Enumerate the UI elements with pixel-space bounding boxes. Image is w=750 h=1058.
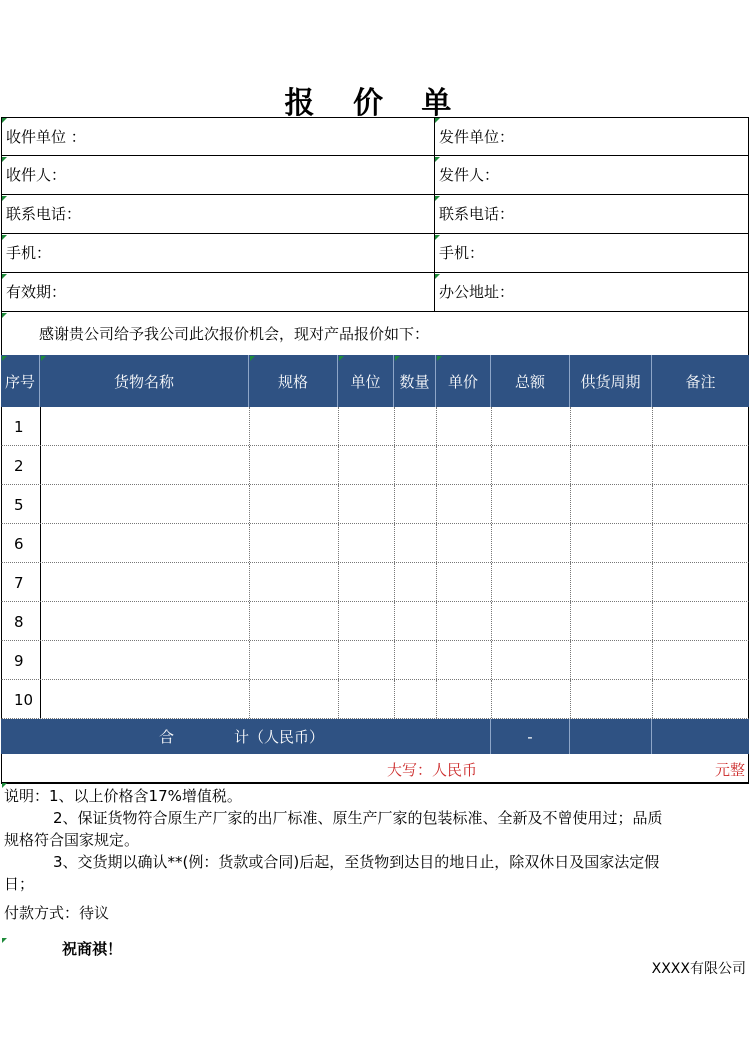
total-remark-cell bbox=[652, 719, 749, 754]
table-cell[interactable] bbox=[571, 680, 653, 718]
cell-marker-icon bbox=[435, 235, 440, 240]
sender-phone-field[interactable]: 联系电话： bbox=[439, 205, 515, 223]
col-header-lead-time: 供货周期 bbox=[570, 355, 652, 407]
cell-marker-icon bbox=[435, 118, 440, 123]
note-line-3-cont: 日； bbox=[4, 875, 35, 893]
row-index: 8 bbox=[2, 602, 41, 640]
total-label-rmb: 计（人民币） bbox=[234, 728, 325, 746]
row-index: 6 bbox=[2, 524, 41, 562]
col-header-index: 序号 bbox=[1, 355, 40, 407]
table-cell[interactable] bbox=[571, 563, 653, 601]
table-cell[interactable] bbox=[437, 524, 492, 562]
cell-marker-icon bbox=[435, 274, 440, 279]
table-cell[interactable] bbox=[339, 563, 395, 601]
table-cell[interactable] bbox=[250, 524, 339, 562]
table-cell[interactable] bbox=[395, 485, 437, 523]
info-row bbox=[1, 234, 749, 273]
info-row bbox=[1, 156, 749, 195]
table-cell[interactable] bbox=[250, 446, 339, 484]
recipient-mobile-field[interactable]: 手机： bbox=[2, 234, 435, 272]
table-row bbox=[1, 524, 749, 563]
total-label-he: 合 bbox=[159, 728, 175, 746]
table-cell[interactable] bbox=[41, 446, 250, 484]
uppercase-amount-row bbox=[1, 754, 749, 784]
recipient-phone-field[interactable]: 联系电话： bbox=[2, 195, 435, 233]
table-cell[interactable] bbox=[571, 407, 653, 445]
table-cell[interactable] bbox=[437, 602, 492, 640]
table-cell[interactable] bbox=[653, 446, 750, 484]
table-cell[interactable] bbox=[653, 563, 750, 601]
note-line-2-cont: 规格符合国家规定。 bbox=[4, 831, 140, 849]
table-cell[interactable] bbox=[653, 407, 750, 445]
table-cell[interactable] bbox=[653, 602, 750, 640]
table-cell[interactable] bbox=[41, 680, 250, 718]
table-row bbox=[1, 485, 749, 524]
table-cell[interactable] bbox=[653, 680, 750, 718]
cell-marker-icon bbox=[2, 157, 7, 162]
table-row bbox=[1, 680, 749, 719]
sender-company-field[interactable]: 发件单位： bbox=[439, 128, 515, 146]
sender-mobile-field[interactable]: 手机： bbox=[439, 244, 485, 262]
info-row bbox=[1, 117, 749, 156]
total-lead-time-cell bbox=[570, 719, 652, 754]
table-cell[interactable] bbox=[250, 641, 339, 679]
row-index: 5 bbox=[2, 485, 41, 523]
table-cell[interactable] bbox=[395, 680, 437, 718]
table-cell[interactable] bbox=[437, 563, 492, 601]
table-cell[interactable] bbox=[41, 641, 250, 679]
recipient-company-field[interactable]: 收件单位 ： bbox=[2, 118, 435, 156]
table-cell[interactable] bbox=[250, 680, 339, 718]
cell-marker-icon bbox=[435, 157, 440, 162]
page-title: 报 价 单 bbox=[284, 86, 466, 121]
table-cell[interactable] bbox=[41, 524, 250, 562]
table-cell[interactable] bbox=[492, 680, 571, 718]
table-cell[interactable] bbox=[339, 524, 395, 562]
table-cell[interactable] bbox=[250, 563, 339, 601]
table-cell[interactable] bbox=[571, 602, 653, 640]
cell-marker-icon bbox=[339, 356, 344, 361]
row-index: 1 bbox=[2, 407, 41, 445]
table-cell[interactable] bbox=[437, 446, 492, 484]
cell-marker-icon bbox=[2, 235, 7, 240]
table-row bbox=[1, 407, 749, 446]
row-index: 9 bbox=[2, 641, 41, 679]
uppercase-suffix: 元整 bbox=[714, 761, 745, 779]
table-cell[interactable] bbox=[395, 563, 437, 601]
total-row bbox=[1, 719, 749, 754]
company-name: XXXX有限公司 bbox=[651, 961, 746, 977]
table-cell[interactable] bbox=[492, 485, 571, 523]
office-address-field[interactable]: 办公地址： bbox=[439, 283, 515, 301]
table-cell[interactable] bbox=[250, 485, 339, 523]
info-row bbox=[1, 273, 749, 312]
table-cell[interactable] bbox=[395, 602, 437, 640]
table-cell[interactable] bbox=[492, 602, 571, 640]
row-index: 10 bbox=[2, 680, 41, 718]
table-row bbox=[1, 602, 749, 641]
table-cell[interactable] bbox=[437, 641, 492, 679]
table-cell[interactable] bbox=[437, 407, 492, 445]
table-header bbox=[1, 355, 749, 407]
intro-text: 感谢贵公司给予我公司此次报价机会，现对产品报价如下： bbox=[1, 312, 749, 355]
sender-name-field[interactable]: 发件人： bbox=[439, 166, 500, 184]
cell-marker-icon bbox=[437, 356, 442, 361]
table-cell[interactable] bbox=[437, 680, 492, 718]
col-header-unit: 单位 bbox=[338, 355, 394, 407]
col-header-quantity: 数量 bbox=[394, 355, 436, 407]
table-cell[interactable] bbox=[492, 446, 571, 484]
table-cell[interactable] bbox=[41, 602, 250, 640]
cell-marker-icon bbox=[2, 196, 7, 201]
table-cell[interactable] bbox=[250, 602, 339, 640]
table-cell[interactable] bbox=[339, 680, 395, 718]
table-cell[interactable] bbox=[492, 641, 571, 679]
table-cell[interactable] bbox=[339, 485, 395, 523]
col-header-unit-price: 单价 bbox=[436, 355, 491, 407]
table-row bbox=[1, 446, 749, 485]
row-index: 2 bbox=[2, 446, 41, 484]
note-line-2: 2、保证货物符合原生产厂家的出厂标准、原生产厂家的包装标准、全新及不曾使用过；品质 bbox=[53, 809, 663, 827]
cell-marker-icon bbox=[395, 356, 400, 361]
table-cell[interactable] bbox=[492, 524, 571, 562]
table-cell[interactable] bbox=[395, 407, 437, 445]
table-cell[interactable] bbox=[41, 485, 250, 523]
table-cell[interactable] bbox=[437, 485, 492, 523]
validity-field[interactable]: 有效期： bbox=[2, 273, 435, 311]
payment-terms: 付款方式：待议 bbox=[4, 904, 110, 922]
table-cell[interactable] bbox=[395, 641, 437, 679]
closing-wish: 祝商祺！ bbox=[62, 940, 123, 958]
info-row bbox=[1, 195, 749, 234]
table-cell[interactable] bbox=[571, 524, 653, 562]
col-header-spec: 规格 bbox=[249, 355, 338, 407]
terms-notes bbox=[4, 785, 746, 895]
row-index: 7 bbox=[2, 563, 41, 601]
col-header-remark: 备注 bbox=[685, 373, 716, 391]
cell-marker-icon bbox=[2, 274, 7, 279]
table-cell[interactable] bbox=[339, 446, 395, 484]
table-cell[interactable] bbox=[571, 641, 653, 679]
table-cell[interactable] bbox=[339, 407, 395, 445]
note-line-1: 说明：1、以上价格含17%增值税。 bbox=[4, 787, 242, 805]
table-cell[interactable] bbox=[653, 485, 750, 523]
total-label-cell bbox=[1, 719, 491, 754]
table-row bbox=[1, 563, 749, 602]
cell-marker-icon bbox=[250, 356, 255, 361]
table-cell[interactable] bbox=[339, 641, 395, 679]
uppercase-label: 大写：人民币 bbox=[387, 761, 478, 779]
table-cell[interactable] bbox=[395, 524, 437, 562]
cell-marker-icon bbox=[2, 938, 7, 943]
col-header-goods-name: 货物名称 bbox=[40, 355, 249, 407]
cell-marker-icon bbox=[435, 196, 440, 201]
table-cell[interactable] bbox=[571, 485, 653, 523]
table-cell[interactable] bbox=[395, 446, 437, 484]
col-header-total: 总额 bbox=[491, 355, 570, 407]
cell-marker-icon bbox=[2, 118, 7, 123]
table-cell[interactable] bbox=[41, 407, 250, 445]
cell-marker-icon bbox=[41, 356, 46, 361]
table-row bbox=[1, 641, 749, 680]
table-cell[interactable] bbox=[492, 407, 571, 445]
total-amount-cell[interactable]: - bbox=[491, 719, 570, 754]
recipient-name-field[interactable]: 收件人： bbox=[2, 156, 435, 194]
table-cell[interactable] bbox=[250, 407, 339, 445]
table-cell[interactable] bbox=[653, 524, 750, 562]
table-cell[interactable] bbox=[653, 641, 750, 679]
note-line-3: 3、交货期以确认**(例：货款或合同)后起，至货物到达目的地日止，除双休日及国家法定假 bbox=[53, 853, 660, 871]
table-cell[interactable] bbox=[339, 602, 395, 640]
cell-marker-icon bbox=[2, 356, 7, 361]
table-cell[interactable] bbox=[41, 563, 250, 601]
table-cell[interactable] bbox=[492, 563, 571, 601]
table-cell[interactable] bbox=[571, 446, 653, 484]
